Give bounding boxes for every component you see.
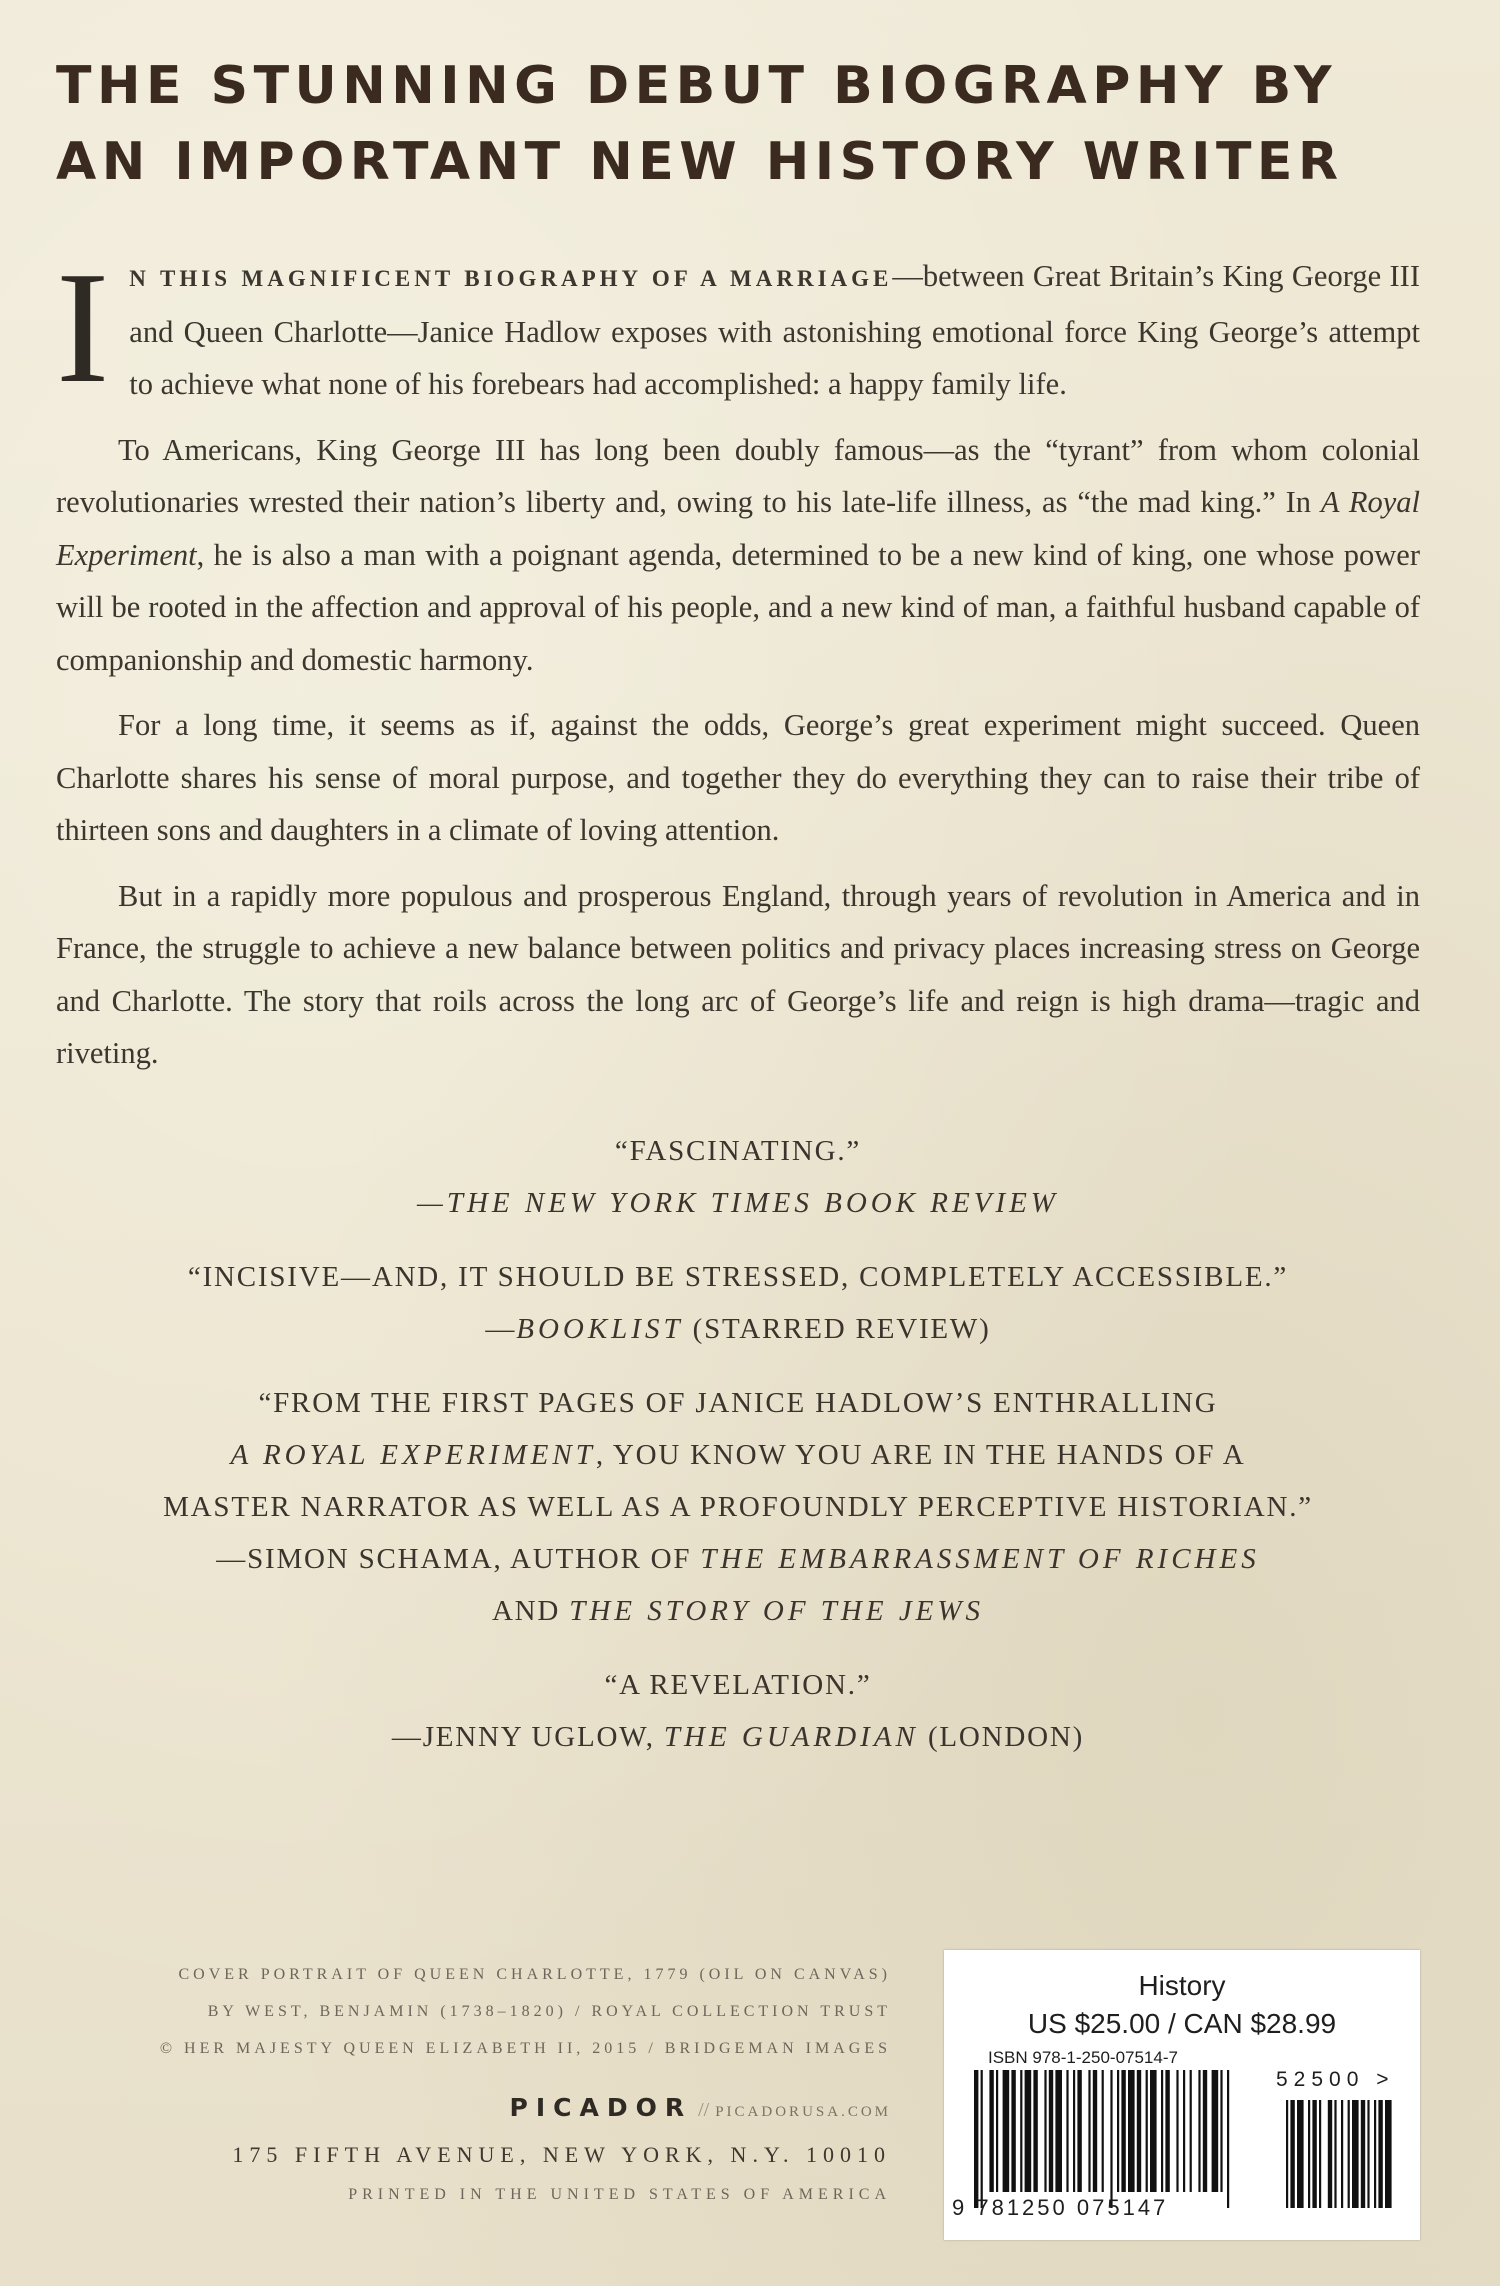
quote-3-source-line-2: [56, 1585, 1420, 1637]
barcode-bar: [1198, 2070, 1200, 2192]
barcode-bar: [981, 2070, 983, 2208]
barcode-bar: [1117, 2070, 1119, 2192]
barcode-bar: [1093, 2070, 1097, 2192]
review-quote-1: [56, 1125, 1420, 1229]
headline: [56, 48, 1456, 200]
quote-1-text: “FASCINATING.”: [614, 1135, 862, 1167]
barcode-bar: [1161, 2070, 1163, 2192]
credits-collection: ROYAL COLLECTION TRUST: [591, 2003, 891, 2020]
barcode-bar: [1176, 2070, 1178, 2192]
credits-line-3: [56, 2030, 891, 2067]
barcode-bar: [1203, 2070, 1207, 2192]
barcode-supplement-bar: [1385, 2100, 1392, 2208]
cover-credits: [56, 1956, 891, 2067]
quote-4-text: “A REVELATION.”: [604, 1669, 872, 1701]
barcode-isbn: ISBN 978-1-250-07514-7: [988, 2048, 1178, 2067]
barcode-bar: [1227, 2070, 1229, 2208]
quote-2-source: [56, 1303, 1420, 1355]
barcode-supplement-bar: [1328, 2100, 1332, 2208]
barcode-bar: [1049, 2070, 1053, 2192]
headline-line-2: AN IMPORTANT NEW HISTORY WRITER: [56, 132, 1344, 192]
barcode-supplement-bar: [1378, 2100, 1382, 2208]
quote-2-source-title: BOOKLIST: [516, 1313, 684, 1345]
quote-3-line-3: MASTER NARRATOR AS WELL AS A PROFOUNDLY PERCEPTIVE HISTORIAN.”: [163, 1491, 1313, 1523]
quote-3-line-2-rest: , YOU KNOW YOU ARE IN THE HANDS OF A: [595, 1439, 1246, 1471]
barcode-bar: [1110, 2070, 1112, 2208]
quote-4-source-title: THE GUARDIAN: [663, 1721, 919, 1753]
barcode-bar: [1220, 2070, 1222, 2192]
barcode-bar: [1150, 2070, 1157, 2192]
barcode-supplement: 52500 >: [1276, 2068, 1395, 2091]
quote-3-source-title-2: THE STORY OF THE JEWS: [569, 1595, 985, 1627]
quote-1-source: [56, 1177, 1420, 1229]
barcode-bar: [1003, 2070, 1010, 2192]
barcode-bar: [1073, 2070, 1075, 2192]
barcode-bar: [974, 2070, 978, 2208]
barcode-price: US $25.00 / CAN $28.99: [1027, 2008, 1337, 2039]
barcode-supplement-bar: [1312, 2100, 1316, 2208]
credits-separator: /: [640, 2040, 665, 2057]
credits-line-2: [56, 1993, 891, 2030]
paragraph-1-text: —between Great Britain’s King George III and Queen Charlotte—Janice Hadlow exposes with astonishing emotional force King George’s attempt to achieve what none of his forebears had accomplished: a happy family life.: [129, 259, 1420, 401]
publisher-line: [56, 2086, 891, 2134]
paragraph-2-text-a: To Americans, King George III has long been doubly famous—as the “tyrant” from whom colonial revolutionaries wrested their nation’s liberty and, owing to his late-life illness, as “the mad king.” In: [56, 432, 1420, 519]
review-quote-2: [56, 1251, 1420, 1355]
book-description: [56, 238, 1420, 1093]
quote-4-source: [56, 1711, 1420, 1763]
quote-3-source-author: —SIMON SCHAMA, AUTHOR OF: [216, 1543, 701, 1575]
barcode-category: History: [1138, 1970, 1226, 2001]
quote-3-source-title-1: THE EMBARRASSMENT OF RICHES: [700, 1543, 1260, 1575]
printed-in: PRINTED IN THE UNITED STATES OF AMERICA: [348, 2186, 891, 2203]
quote-3-line-1: “FROM THE FIRST PAGES OF JANICE HADLOW’S ENTHRALLING: [258, 1387, 1218, 1419]
publisher-url: PICADORUSA.COM: [715, 2104, 891, 2120]
description-paragraph-4: But in a rapidly more populous and prosperous England, through years of revolution in America and in France, the struggle to achieve a new balance between politics and privacy places increasing stress on George and Charlotte. The story that roils across the long arc of George’s life and reign is high drama—tragic and riveting.: [56, 878, 1420, 1070]
publisher-separator: //: [698, 2099, 710, 2121]
publisher-block: [56, 2086, 891, 2214]
barcode-bar: [1025, 2070, 1032, 2192]
barcode-bar: [1146, 2070, 1148, 2192]
drop-cap: I: [56, 238, 110, 416]
barcode-bar: [1077, 2070, 1081, 2192]
barcode-bar: [1121, 2070, 1125, 2192]
quote-3-book-title: A ROYAL EXPERIMENT: [230, 1439, 596, 1471]
credits-separator: /: [566, 2003, 592, 2020]
barcode-supplement-bar: [1341, 2100, 1343, 2208]
description-paragraph-3: For a long time, it seems as if, against the odds, George’s great experiment might succeed. Queen Charlotte shares his sense of moral purpose, and together they do everything they can to raise their tribe of thirteen sons and daughters in a climate of loving attention.: [56, 708, 1420, 847]
barcode-supplement-bar: [1361, 2100, 1365, 2208]
barcode-bar: [989, 2070, 993, 2192]
credits-agency: BRIDGEMAN IMAGES: [664, 2040, 891, 2057]
quote-2-text: “INCISIVE—AND, IT SHOULD BE STRESSED, COMPLETELY ACCESSIBLE.”: [187, 1261, 1289, 1293]
quote-3-source-line-1: [56, 1533, 1420, 1585]
barcode-bar: [1212, 2070, 1219, 2192]
quote-4-source-author: —JENNY UGLOW,: [391, 1721, 664, 1753]
barcode-bar: [1033, 2070, 1037, 2192]
intro-smallcaps: N THIS MAGNIFICENT BIOGRAPHY OF A MARRIAGE: [129, 266, 893, 291]
quote-4-source-note: (LONDON): [918, 1721, 1085, 1753]
quote-2-source-note: (STARRED REVIEW): [683, 1313, 991, 1345]
quote-1-source-title: —THE NEW YORK TIMES BOOK REVIEW: [417, 1187, 1059, 1219]
barcode-ean-digits: 9 781250 075147: [952, 2195, 1169, 2220]
description-paragraph-1: [56, 238, 1420, 416]
quote-3-source-and: AND: [491, 1595, 570, 1627]
barcode-bar: [1066, 2070, 1068, 2192]
headline-line-1: THE STUNNING DEBUT BIOGRAPHY BY: [56, 56, 1338, 116]
credits-line-1: COVER PORTRAIT OF QUEEN CHARLOTTE, 1779 (OIL ON CANVAS): [178, 1966, 891, 1983]
barcode-bar: [1102, 2070, 1104, 2192]
barcode-bar: [1165, 2070, 1169, 2192]
barcode-supplement-bar: [1334, 2100, 1336, 2208]
barcode-bar: [1183, 2070, 1185, 2192]
credits-artist: BY WEST, BENJAMIN (1738–1820): [207, 2003, 567, 2020]
barcode-bar: [1020, 2070, 1022, 2192]
barcode-supplement-bar: [1286, 2100, 1288, 2208]
review-quotes: [56, 1125, 1420, 1785]
barcode-supplement-bar: [1374, 2100, 1376, 2208]
publisher-address: 175 FIFTH AVENUE, NEW YORK, N.Y. 10010: [232, 2142, 891, 2167]
barcode-supplement-bar: [1352, 2100, 1359, 2208]
barcode-supplement-bar: [1319, 2100, 1321, 2208]
quote-3-line-2: [56, 1429, 1420, 1481]
barcode-bar: [1137, 2070, 1141, 2192]
barcode-bar: [1044, 2070, 1046, 2192]
review-quote-4: [56, 1659, 1420, 1763]
barcode-label: [944, 1950, 1420, 2240]
credits-copyright: © HER MAJESTY QUEEN ELIZABETH II, 2015: [159, 2040, 641, 2057]
barcode-bar: [1128, 2070, 1135, 2192]
barcode-bar: [1088, 2070, 1090, 2192]
barcode-bar: [996, 2070, 998, 2192]
barcode-supplement-bar: [1348, 2100, 1350, 2208]
barcode-supplement-bar: [1290, 2100, 1294, 2208]
barcode-supplement-bar: [1297, 2100, 1304, 2208]
quote-2-dash: —: [485, 1313, 517, 1345]
book-title-inline: A Royal Experiment: [56, 485, 1420, 572]
publisher-name: PICADOR: [509, 2093, 693, 2122]
paragraph-2-text-b: , he is also a man with a poignant agenda, determined to be a new kind of king, one whose power will be rooted in the affection and approval of his people, and a new kind of man, a faithful husband capable of companionship and domestic harmony.: [56, 537, 1420, 677]
barcode-supplement-bar: [1308, 2100, 1310, 2208]
barcode-bar: [1055, 2070, 1062, 2192]
barcode-bar: [1190, 2070, 1192, 2192]
barcode-supplement-bar: [1367, 2100, 1369, 2208]
review-quote-3: [56, 1377, 1420, 1637]
description-paragraph-2: [56, 424, 1420, 687]
barcode-bar: [1011, 2070, 1015, 2192]
